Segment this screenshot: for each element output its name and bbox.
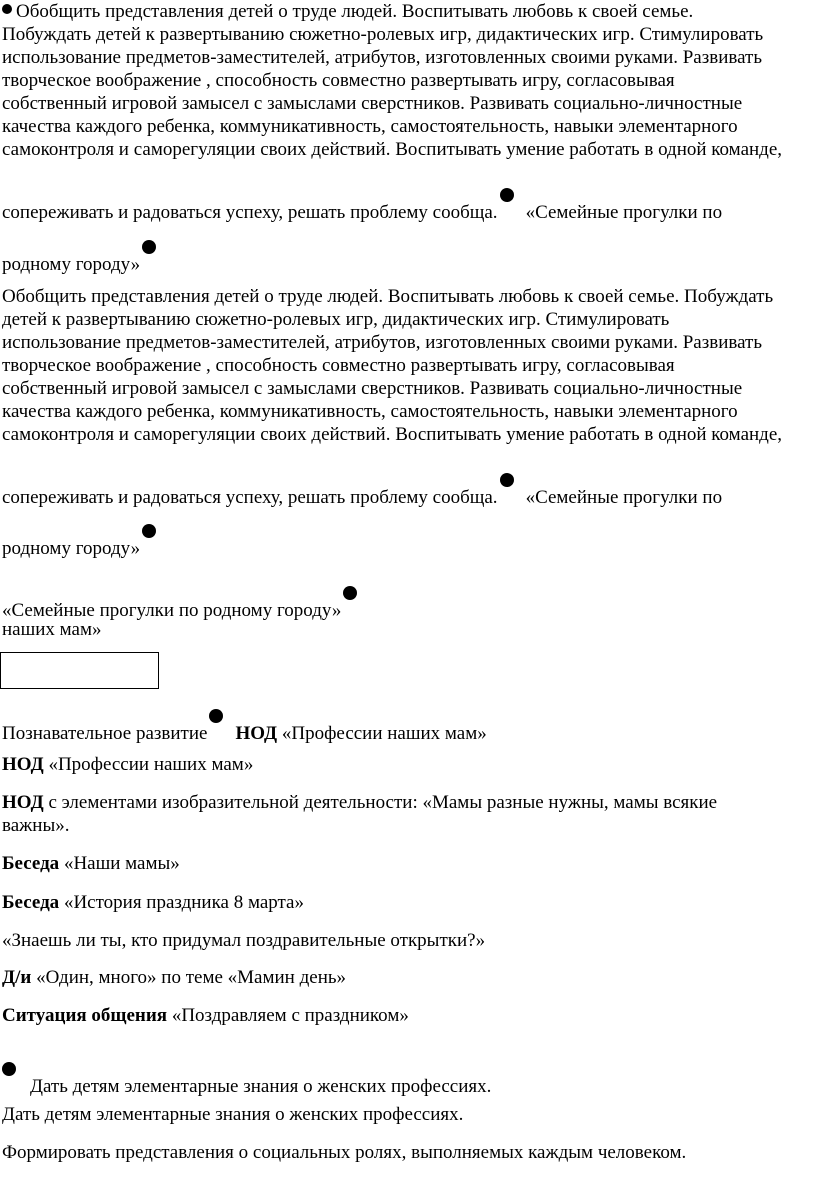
moms-fragment-text: наших мам» bbox=[2, 619, 102, 640]
cognitive-nod-bold: НОД bbox=[235, 723, 278, 744]
activity-text: «Знаешь ли ты, кто придумал поздравительные открытки?» bbox=[2, 930, 486, 951]
cognitive-nod-text: «Профессии наших мам» bbox=[277, 723, 487, 744]
section1-paragraph bbox=[2, 0, 814, 161]
activity-text: «Наши мамы» bbox=[59, 853, 180, 874]
section1-line: Обобщить представления детей о труде людей. Воспитывать любовь к своей семье. bbox=[2, 0, 814, 23]
walks-title-text: «Семейные прогулки по родному городу» bbox=[2, 600, 342, 621]
section2-link-line2 bbox=[2, 524, 814, 560]
cognitive-line bbox=[2, 709, 814, 745]
section1-line: Побуждать детей к развертыванию сюжетно-ролевых игр, дидактических игр. Стимулировать bbox=[2, 24, 764, 45]
activity-bold: НОД bbox=[2, 792, 44, 813]
activity-bold: Беседа bbox=[2, 892, 60, 913]
activity-item bbox=[2, 1004, 814, 1027]
section2-paragraph bbox=[2, 285, 814, 446]
bullet-icon bbox=[500, 188, 514, 202]
activity-text: «История праздника 8 марта» bbox=[59, 892, 304, 913]
section2-line: Обобщить представления детей о труде людей. Воспитывать любовь к своей семье. Побуждать bbox=[2, 286, 774, 307]
activity-item bbox=[2, 891, 814, 914]
section1-link-text: «Семейные прогулки по bbox=[525, 202, 723, 223]
goals-bullet-line bbox=[2, 1062, 814, 1098]
activity-text: «Поздравляем с праздником» bbox=[167, 1005, 409, 1026]
section1-tail bbox=[2, 188, 814, 224]
section2-tail bbox=[2, 473, 814, 509]
section1-line: качества каждого ребенка, коммуникативность, самостоятельность, навыки элементарного bbox=[2, 116, 738, 137]
empty-cell-box bbox=[0, 652, 159, 689]
activity-item bbox=[2, 966, 814, 989]
section2-tail-text: сопереживать и радоваться успеху, решать проблему сообща. bbox=[2, 487, 498, 508]
section1-line: использование предметов-заместителей, атрибутов, изготовленных своими руками. Развивать bbox=[2, 47, 763, 68]
activity-item bbox=[2, 929, 814, 952]
goals-bullet-text: Дать детям элементарные знания о женских профессиях. bbox=[30, 1076, 492, 1097]
activity-text: «Один, много» по теме «Мамин день» bbox=[31, 967, 347, 988]
cognitive-label: Познавательное развитие bbox=[2, 723, 208, 744]
section2-link-text: «Семейные прогулки по bbox=[525, 487, 723, 508]
section2-line: использование предметов-заместителей, атрибутов, изготовленных своими руками. Развивать bbox=[2, 332, 763, 353]
activity-item bbox=[2, 852, 814, 875]
section1-line: творческое воображение , способность совместно развертывать игру, согласовывая bbox=[2, 70, 675, 91]
section2-line: детей к развертыванию сюжетно-ролевых игр, дидактических игр. Стимулировать bbox=[2, 309, 670, 330]
section2-line: самоконтроля и саморегуляции своих действий. Воспитывать умение работать в одной команде, bbox=[2, 424, 783, 445]
goals-line-text: Формировать представления о социальных ролях, выполняемых каждым человеком. bbox=[2, 1142, 687, 1163]
section1-tail-text: сопереживать и радоваться успеху, решать проблему сообща. bbox=[2, 202, 498, 223]
activity-bold: Д/и bbox=[2, 967, 32, 988]
goals-line bbox=[2, 1103, 814, 1126]
section2-line: собственный игровой замысел с замыслами сверстников. Развивать социально-личностные bbox=[2, 378, 743, 399]
section1-line: собственный игровой замысел с замыслами сверстников. Развивать социально-личностные bbox=[2, 93, 743, 114]
bullet-icon bbox=[500, 473, 514, 487]
section1-line: самоконтроля и саморегуляции своих действий. Воспитывать умение работать в одной команде, bbox=[2, 139, 783, 160]
bullet-icon bbox=[209, 709, 223, 723]
activity-text: с элементами изобразительной деятельности: «Мамы разные нужны, мамы всякие bbox=[43, 792, 718, 813]
activity-item bbox=[2, 753, 814, 776]
activity-bold: НОД bbox=[2, 754, 44, 775]
activity-item bbox=[2, 791, 814, 837]
bullet-icon bbox=[142, 240, 156, 254]
activity-text-cont: важны». bbox=[2, 815, 70, 836]
section1-link-line2 bbox=[2, 240, 814, 276]
section2-line: качества каждого ребенка, коммуникативность, самостоятельность, навыки элементарного bbox=[2, 401, 738, 422]
bullet-icon bbox=[142, 524, 156, 538]
bullet-icon bbox=[2, 1062, 16, 1076]
bullet-icon bbox=[343, 586, 357, 600]
goals-line-text: Дать детям элементарные знания о женских профессиях. bbox=[2, 1104, 464, 1125]
section2-link-text2: родному городу» bbox=[2, 538, 141, 559]
section2-line: творческое воображение , способность совместно развертывать игру, согласовывая bbox=[2, 355, 675, 376]
activity-text: «Профессии наших мам» bbox=[43, 754, 254, 775]
moms-fragment bbox=[2, 618, 814, 641]
section1-link-text2: родному городу» bbox=[2, 254, 141, 275]
walks-title bbox=[2, 586, 814, 622]
activity-bold: Ситуация общения bbox=[2, 1005, 168, 1026]
bullet-icon bbox=[2, 4, 12, 14]
goals-line bbox=[2, 1141, 814, 1164]
activity-bold: Беседа bbox=[2, 853, 60, 874]
